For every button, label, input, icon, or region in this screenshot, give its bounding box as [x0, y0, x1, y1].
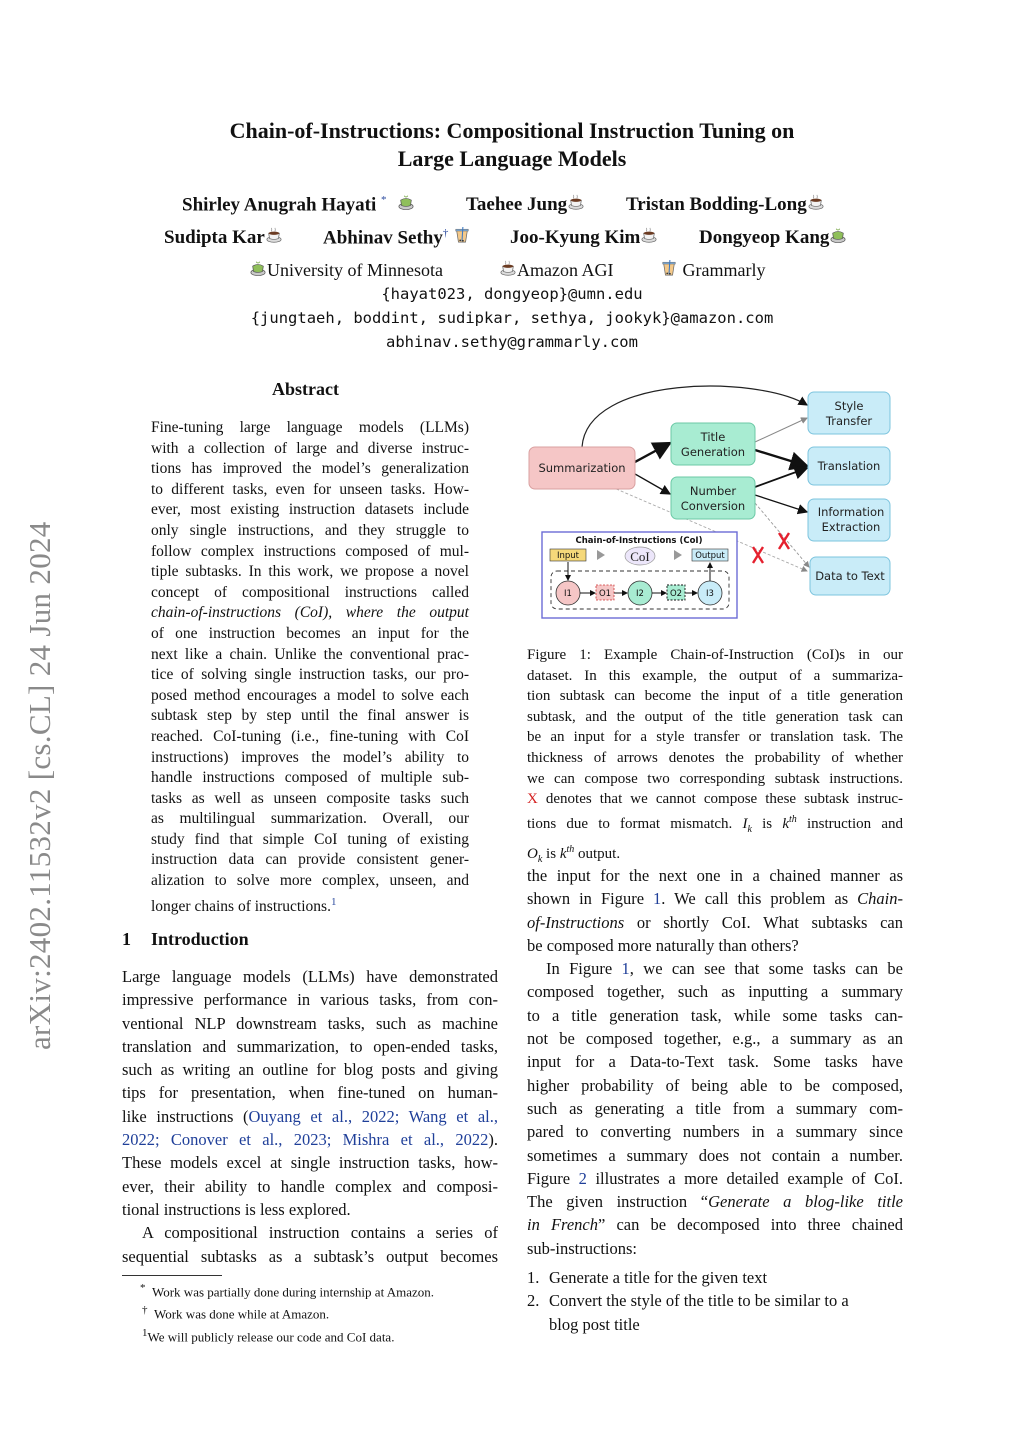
matcha-icon: [397, 194, 415, 210]
author-3: Tristan Bodding-Long: [626, 194, 825, 216]
abstract-body: Fine-tuning large language models (LLMs) with a collection of large and diverse instruc- tions has improved the model’s generalization to different tasks, even for unseen tasks. How- ever, most existing instruction datasets include only single instructions, and they struggle to follow complex instructions composed of mul- tiple subtasks. In this work, we propose a novel concept of compositional instructions called chain-of-instructions (CoI), where the output of one instruction becomes an input for the next like a chain. Unlike the conventional prac- tice of solving single instruction tasks, our pro- posed method encourages a model to solve each subtask step by step until the final answer is reached. CoI-tuning (i.e., fine-tuning with CoI instructions) improves the model’s ability to handle instructions composed of multiple sub- tasks as well as unseen composite tasks such as multilingual summarization. Overall, our study find that simple CoI tuning of existing instruction data can provide consistent gener- alization to solve more complex, unseen, and longer chains of instructions.$^1$: [151, 419, 469, 915]
section-heading: 1 Introduction: [122, 929, 249, 949]
figure-ref-link[interactable]: 1: [653, 889, 662, 909]
svg-text:Information: Information: [817, 505, 885, 519]
footnote-1: * Work was partially done during internship at Amazon.: [140, 1282, 435, 1300]
footnote-rule: [122, 1275, 222, 1276]
figure-ref-link[interactable]: 1: [621, 959, 630, 979]
intro-paragraph: Large language models (LLMs) have demonstrated impressive performance in various tasks, from con- ventional NLP downstream tasks, such as machine translation and summarization, to open-ended tasks, such as writing an outline for blog posts and giving tips for presentation, when fine-tuned on human- like instructions (Ouyang et al., 2022; Wang et al., 2022; Conover et al., 2023; Mishra et al., 2022). These models excel at single instruction tasks, how- ever, their ability to handle complex and composi- tional instructions is less explored. A compositional instruction contains a series of sequential subtasks as a subtask’s output becomes: [122, 967, 499, 1266]
author-1: Shirley Anugrah Hayati *: [182, 194, 415, 216]
email-amazon: {jungtaeh, boddint, sudipkar, sethya, jookyk}@amazon.com: [250, 309, 774, 327]
list-item: blog post title: [549, 1314, 640, 1334]
author-6: Joo-Kyung Kim: [510, 227, 658, 249]
dagger-mark: †: [442, 227, 449, 239]
svg-text:Chain-of-Instructions (CoI): Chain-of-Instructions (CoI): [575, 536, 703, 546]
svg-text:O1: O1: [598, 589, 612, 599]
coffee-icon: [265, 227, 283, 243]
x-mark-label: X: [527, 791, 538, 808]
svg-text:Output: Output: [695, 551, 725, 561]
svg-text:Extraction: Extraction: [821, 520, 881, 534]
citation-link[interactable]: 2022; Conover et al., 2023; Mishra et al., 2022: [122, 1130, 489, 1150]
edge-number-translation: [755, 468, 807, 487]
svg-text:Number: Number: [689, 484, 737, 498]
svg-text:Summarization: Summarization: [538, 461, 626, 475]
svg-text:CoI: CoI: [630, 549, 650, 564]
email-umn: {hayat023, dongyeop}@umn.edu: [381, 285, 643, 303]
svg-text:Conversion: Conversion: [680, 499, 746, 513]
sub-instruction-list: [527, 1266, 907, 1336]
svg-text:I2: I2: [636, 589, 644, 599]
list-item: 2. Convert the style of the title to be similar to a: [527, 1291, 849, 1311]
edge-number-info: [755, 495, 807, 512]
edge-summ-title: [635, 443, 670, 462]
email-grammarly: abhinav.sethy@grammarly.com: [386, 333, 638, 351]
coffee-icon: [640, 227, 658, 243]
svg-text:Input: Input: [556, 551, 580, 561]
title-line-2: Large Language Models: [397, 146, 627, 171]
star-mark: *: [381, 194, 387, 206]
coffee-icon: [567, 194, 585, 210]
edge-title-translation: [755, 450, 807, 466]
right-column-body: the input for the next one in a chained manner as shown in Figure 1. We call this problem as Chain- of-Instructions or shortly CoI. What subtasks can be composed more naturally than others? In Figure 1, we can see that some tasks can be composed together, such as inputting a summary to a title generation task, while some tasks can- not be composed together, e.g., a summary as an input for a Data-to-Text task. Some tasks have higher probability of being able to be composed, such as generating a title from a summary com- pared to converting numbers in a summary since sometimes a summary does not contain a number. Figure 2 illustrates a more detailed example of CoI. The given instruction “Generate a blog-like title in French” can be decomposed into three chained sub-instructions:: [527, 866, 904, 1258]
svg-text:Translation: Translation: [817, 459, 881, 473]
figure-1-caption: Figure 1: Example Chain-of-Instruction (CoI)s in our dataset. In this example, the output of a summariza- tion subtask can become the input of a title generation subtask, and the output of the title generation task can be an input for a style transfer or translation task. The thickness of arrows denotes the probability of whether we can compose two corresponding subtask instructions. X denotes that we cannot compose these subtask instruc- tions due to format mismatch. $I_k$ is $k^{th}$ instruction and $O_k$ is $k^{th}$ output.: [527, 647, 903, 866]
title-line-1: Chain-of-Instructions: Compositional Instruction Tuning on: [229, 118, 795, 143]
affiliation-umn: University of Minnesota: [249, 260, 443, 281]
affiliation-amazon: Amazon AGI: [499, 260, 613, 281]
author-4: Sudipta Kar: [164, 227, 283, 249]
footnotes: [122, 1279, 502, 1346]
matcha-icon: [249, 260, 267, 276]
footnote-2: † Work was done while at Amazon.: [142, 1304, 330, 1322]
footnote-3: $^1$We will publicly release our code and CoI data.: [142, 1326, 395, 1344]
svg-text:Generation: Generation: [680, 445, 746, 459]
figure-1-diagram: [527, 385, 902, 625]
paper-title: [0, 117, 1024, 173]
edge-title-style: [755, 418, 807, 442]
boba-icon: [453, 227, 471, 243]
affiliation-grammarly: Grammarly: [660, 260, 765, 281]
x-mark-icon: [753, 533, 789, 563]
boba-icon: [660, 260, 678, 276]
arxiv-identifier: arXiv:2402.11532v2 [cs.CL] 24 Jun 2024: [22, 521, 57, 1050]
author-5: Abhinav Sethy†: [323, 227, 471, 249]
svg-text:O2: O2: [669, 589, 683, 599]
edge-summ-number: [635, 474, 670, 494]
svg-text:Transfer: Transfer: [825, 414, 873, 428]
citation-link[interactable]: Ouyang et al., 2022; Wang et al.,: [248, 1106, 499, 1126]
list-item: 1. Generate a title for the given text: [527, 1268, 768, 1287]
author-7: Dongyeop Kang: [699, 227, 847, 249]
edge-number-datatotext: [755, 503, 809, 567]
svg-text:Style: Style: [834, 399, 864, 413]
svg-text:Data to Text: Data to Text: [815, 569, 885, 583]
author-2: Taehee Jung: [466, 194, 585, 216]
footnote-link-1[interactable]: 1: [330, 895, 337, 908]
coffee-icon: [499, 260, 517, 276]
svg-text:Title: Title: [700, 430, 726, 444]
svg-text:I1: I1: [564, 589, 572, 599]
abstract-heading: Abstract: [272, 379, 339, 399]
matcha-icon: [829, 227, 847, 243]
svg-text:I3: I3: [706, 589, 714, 599]
coffee-icon: [807, 194, 825, 210]
figure-ref-link[interactable]: 2: [578, 1168, 587, 1188]
